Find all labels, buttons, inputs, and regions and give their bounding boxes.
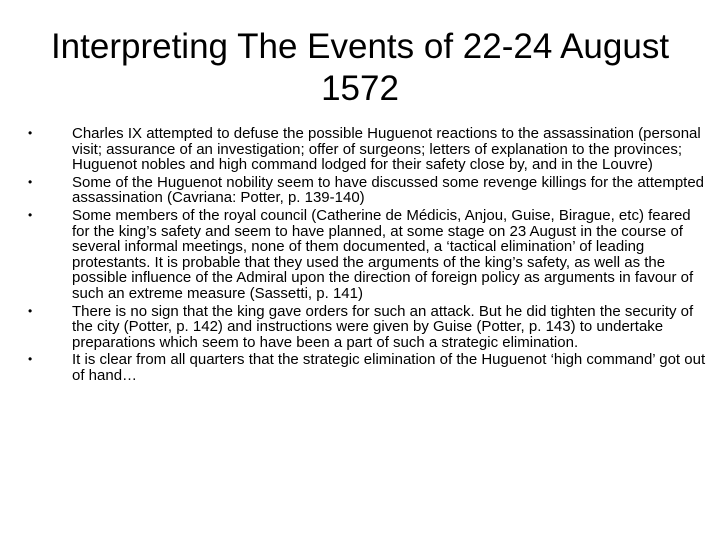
bullet-text: It is clear from all quarters that the strategic elimination of the Huguenot ‘high command’ got out of hand… — [72, 351, 706, 384]
bullet-marker: • — [28, 174, 33, 189]
bullet-text: Charles IX attempted to defuse the possible Huguenot reactions to the assassination (personal visit; assurance of an investigation; offer of surgeons; letters of explanation to the provinces; Huguenot nobles and high command lodged for their safety close by, and in the Louvre) — [72, 125, 701, 174]
bullet-item — [28, 175, 712, 206]
bullet-item — [28, 208, 712, 302]
bullet-text: Some members of the royal council (Catherine de Médicis, Anjou, Guise, Birague, etc) feared for the king’s safety and seem to have planned, at some stage on 23 August in the course of several informal meetings, none of them documented, a ‘tactical elimination’ of leading protestants. It is probable that they used the arguments of the king’s safety, as well as the possible influence of the Admiral upon the direction of foreign policy as arguments in favour of such an extreme measure (Sassetti, p. 141) — [72, 206, 694, 302]
bullet-marker: • — [28, 352, 33, 367]
bullet-item — [28, 352, 712, 383]
bullet-item — [28, 126, 712, 173]
bullet-marker: • — [28, 126, 33, 140]
bullet-text: There is no sign that the king gave orders for such an attack. But he did tighten the security of the city (Potter, p. 142) and instructions were given by Guise (Potter, p. 143) to undertake preparations which seem to have been a part of such a strategic elimination. — [72, 302, 694, 351]
bullet-list — [28, 126, 712, 386]
bullet-marker: • — [28, 207, 33, 222]
bullet-item — [28, 304, 712, 351]
bullet-text: Some of the Huguenot nobility seem to have discussed some revenge killings for the attempted assassination (Cavriana: Potter, p. 139-140) — [72, 173, 705, 207]
bullet-marker: • — [28, 303, 33, 318]
slide-title: Interpreting The Events of 22-24 August 1572 — [50, 27, 670, 108]
